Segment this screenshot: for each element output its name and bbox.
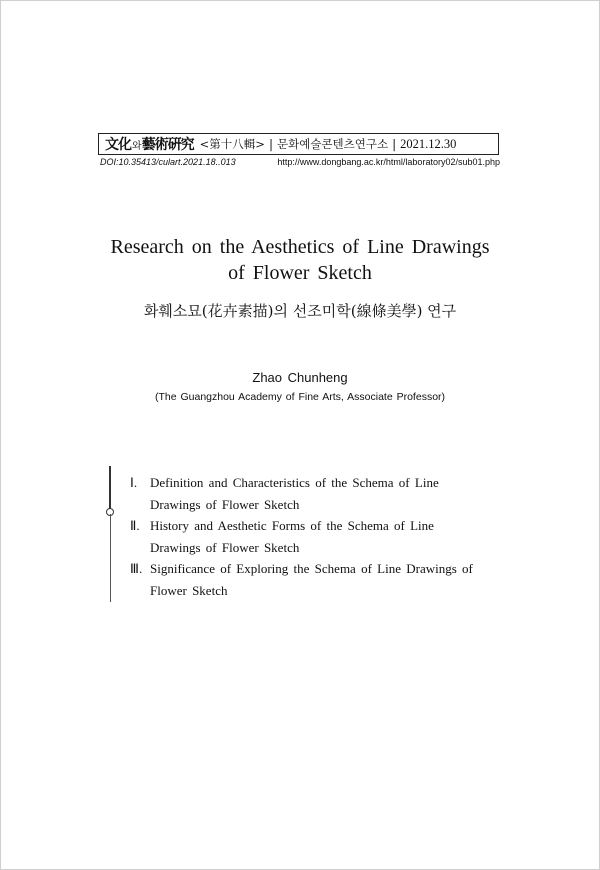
header-separator: | — [392, 137, 397, 151]
toc-item — [130, 472, 486, 515]
toc-item — [130, 558, 486, 601]
journal-logo: 文化와藝術硏究 — [105, 137, 194, 153]
journal-url[interactable]: http://www.dongbang.ac.kr/html/laboratory02/sub01.php — [277, 157, 500, 167]
title-line: of Flower Sketch — [228, 262, 372, 284]
toc-item — [130, 515, 486, 558]
toc-number: Ⅲ. — [130, 561, 143, 576]
toc-text: History and Aesthetic Forms of the Schema of Line Drawings of Flower Sketch — [150, 518, 434, 555]
title-line: Research on the Aesthetics of Line Drawings — [110, 236, 490, 258]
toc-text: Significance of Exploring the Schema of Line Drawings of Flower Sketch — [150, 561, 473, 598]
toc-text: Definition and Characteristics of the Schema of Line Drawings of Flower Sketch — [150, 475, 439, 512]
header-separator: | — [268, 137, 273, 151]
journal-volume: <第十八輯> — [199, 137, 265, 151]
doi: DOI:10.35413/culart.2021.18..013 — [100, 157, 236, 167]
table-of-contents — [130, 472, 486, 601]
paper-title — [60, 234, 540, 286]
institute-name: 문화예술콘텐츠연구소 — [277, 137, 389, 151]
publication-date: 2021.12.30 — [400, 136, 457, 151]
toc-bar — [109, 466, 111, 510]
journal-header — [98, 133, 499, 155]
toc-number: Ⅰ. — [130, 475, 138, 490]
toc-number: Ⅱ. — [130, 518, 140, 533]
toc-line — [110, 514, 111, 602]
author-affiliation: (The Guangzhou Academy of Fine Arts, Associate Professor) — [154, 391, 446, 403]
author-name: Zhao Chunheng — [252, 370, 348, 385]
korean-title: 화훼소묘(花卉素描)의 선조미학(線條美學) 연구 — [143, 302, 457, 320]
